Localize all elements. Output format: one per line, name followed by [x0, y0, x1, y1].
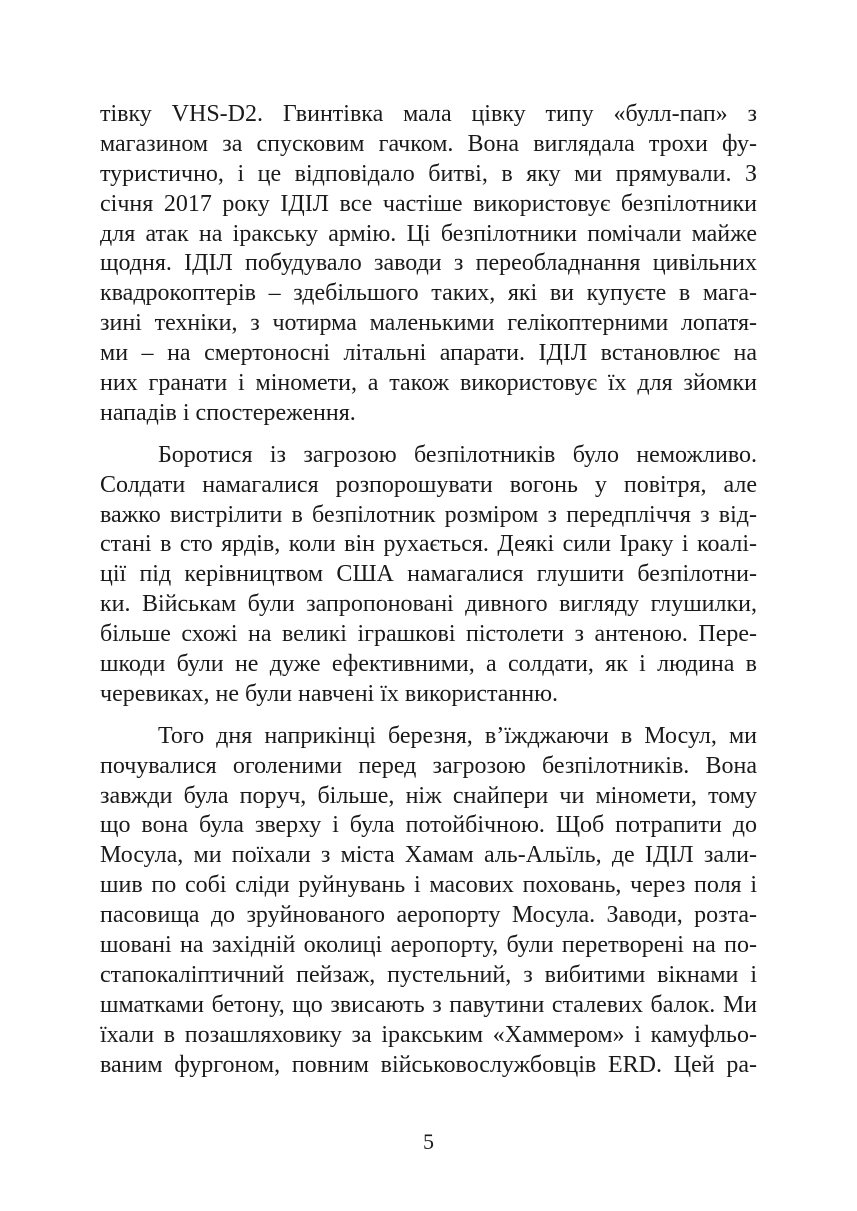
text-line: важко вистрілити в безпілотник розміром з передпліччя з від-: [100, 501, 757, 528]
text-line: пасовища до зруйнованого аеропорту Мосула. Заводи, розта-: [100, 902, 757, 929]
paragraph-1: [100, 100, 757, 429]
text-line: завжди була поруч, більше, ніж снайпери чи міномети, тому: [100, 782, 757, 809]
page-body: [100, 100, 757, 1081]
text-line: нападів і спостереження.: [100, 399, 356, 426]
text-line: Солдати намагалися розпорошувати вогонь у повітря, але: [100, 471, 757, 498]
text-line: Того дня наприкінці березня, в’їжджаючи в Мосул, ми: [158, 722, 757, 749]
text-line: туристично, і це відповідало битві, в яку ми прямували. З: [100, 160, 757, 187]
text-line: щодня. ІДІЛ побудувало заводи з переобладнання цивільних: [100, 250, 757, 277]
text-line: шив по собі сліди руйнувань і масових поховань, через поля і: [100, 872, 757, 899]
text-line: більше схожі на великі іграшкові пістолети з антеною. Пере-: [100, 621, 757, 648]
text-line: квадрокоптерів – здебільшого таких, які ви купуєте в мага-: [100, 280, 757, 307]
text-line: черевиках, не були навчені їх використанню.: [100, 680, 559, 707]
text-line: почувалися оголеними перед загрозою безпілотників. Вона: [100, 752, 757, 779]
paragraph-2: [100, 441, 757, 710]
text-line: ми – на смертоносні літальні апарати. ІДІЛ встановлює на: [100, 340, 757, 367]
text-line: магазином за спусковим гачком. Вона виглядала трохи фу-: [100, 130, 757, 157]
text-line: їхали в позашляховику за іракським «Хаммером» і камуфльо-: [100, 1021, 757, 1048]
text-line: січня 2017 року ІДІЛ все частіше використовує безпілотники: [100, 190, 757, 217]
text-line: шкоди були не дуже ефективними, а солдати, як і людина в: [100, 651, 757, 678]
page-number: 5: [423, 1129, 434, 1154]
text-line: ваним фургоном, повним військовослужбовців ERD. Цей ра-: [100, 1051, 757, 1078]
text-line: ки. Військам були запропоновані дивного вигляду глушилки,: [100, 591, 757, 618]
text-line: стані в сто ярдів, коли він рухається. Деякі сили Іраку і коалі-: [100, 531, 757, 558]
text-line: для атак на іракську армію. Ці безпілотники помічали майже: [100, 220, 757, 247]
text-line: ції під керівництвом США намагалися глушити безпілотни-: [100, 561, 757, 588]
text-line: них гранати і міномети, а також використовує їх для зйомки: [100, 370, 757, 397]
text-line: шовані на західній околиці аеропорту, були перетворені на по-: [100, 932, 757, 959]
text-line: стапокаліптичний пейзаж, пустельний, з вибитими вікнами і: [100, 961, 757, 988]
text-line: що вона була зверху і була потойбічною. Щоб потрапити до: [100, 812, 757, 839]
paragraph-3: [100, 722, 757, 1081]
text-line: шматками бетону, що звисають з павутини сталевих балок. Ми: [100, 991, 757, 1018]
text-line: зині техніки, з чотирма маленькими гелікоптерними лопатя-: [100, 310, 757, 337]
text-line: тівку VHS-D2. Гвинтівка мала цівку типу «булл-пап» з: [100, 101, 757, 127]
text-line: Мосула, ми поїхали з міста Хамам аль-Альїль, де ІДІЛ зали-: [100, 842, 757, 869]
text-line: Боротися із загрозою безпілотників було неможливо.: [158, 441, 757, 468]
